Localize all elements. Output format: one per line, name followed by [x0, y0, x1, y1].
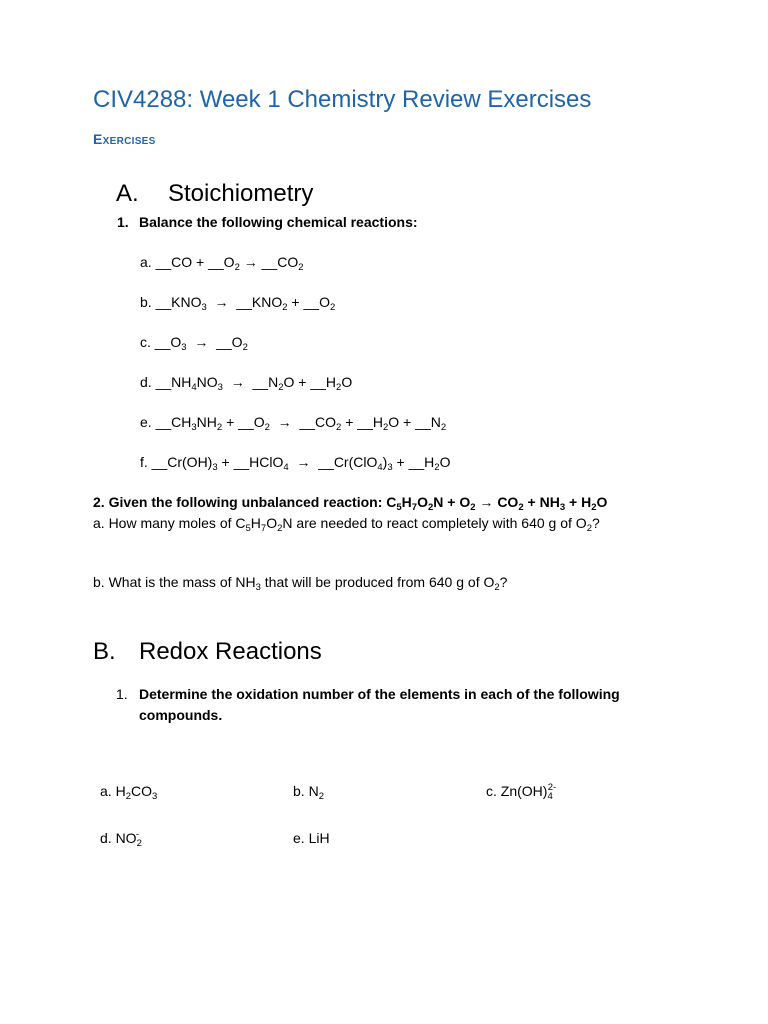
compound-a: a. $H_2CO_3$: [100, 783, 158, 802]
section-b-title: Redox Reactions: [139, 638, 322, 665]
compound-e: e. LiH: [293, 830, 330, 846]
question-b1-line1: Determine the oxidation number of the elements in each of the following: [139, 686, 620, 702]
question-a1-text: Balance the following chemical reactions:: [139, 214, 418, 230]
exercises-heading: Exercises: [93, 131, 156, 147]
document-title: CIV4288: Week 1 Chemistry Review Exercises: [93, 86, 592, 113]
section-b-letter: B.: [93, 638, 116, 665]
question-b1-number: 1.: [116, 686, 128, 702]
question-a1: [117, 214, 418, 230]
section-a-letter: A.: [116, 180, 139, 207]
reaction-d: d. $\_\_NH_4NO_3$ → $\_\_N_2O$ + $\_\_H_2O$: [140, 374, 353, 393]
reaction-b: b. $\_\_KNO_3$ → $\_\_KNO_2$ + $\_\_O_2$: [140, 294, 336, 313]
compound-c: c. $Zn(OH)_4^{2-}$: [486, 782, 557, 802]
section-a-heading: [116, 180, 313, 208]
reaction-c: c. $\_\_O_3$ → $\_\_O_2$: [140, 334, 248, 353]
compound-d: d. $NO_2^-$: [100, 829, 142, 849]
reaction-a: a. __CO + $\_\_O_2$ → $\_\_CO_2$: [140, 254, 304, 273]
section-a-title: Stoichiometry: [168, 180, 314, 207]
question-b1-line2: compounds.: [139, 707, 223, 723]
reaction-e: e. $\_\_CH_3NH_2$ + $\_\_O_2$ → $\_\_CO_2$ + $\_\_H_2O$ + $\_\_N_2$: [140, 414, 447, 433]
question-a1-number: 1.: [117, 214, 129, 230]
compound-b: b. $N_2$: [293, 783, 324, 802]
question-a2-part-b: b. What is the mass of $NH_3$ that will be produced from 640 g of $O_2$?: [93, 574, 508, 593]
section-b-heading: [93, 638, 322, 666]
question-a2: 2. Given the following unbalanced reaction: $C_5H_7O_2N + O_2 \to CO_2 + NH_3 + H_2O$: [93, 494, 608, 513]
question-a2-part-a: a. How many moles of $C_5H_7O_2N$ are needed to react completely with 640 g of $O_2$?: [93, 515, 600, 534]
reaction-f: f. $\_\_Cr(OH)_3$ + __HClO$_4$ → $\_\_Cr(ClO_4)_3$ + $\_\_H_2O$: [140, 454, 451, 473]
